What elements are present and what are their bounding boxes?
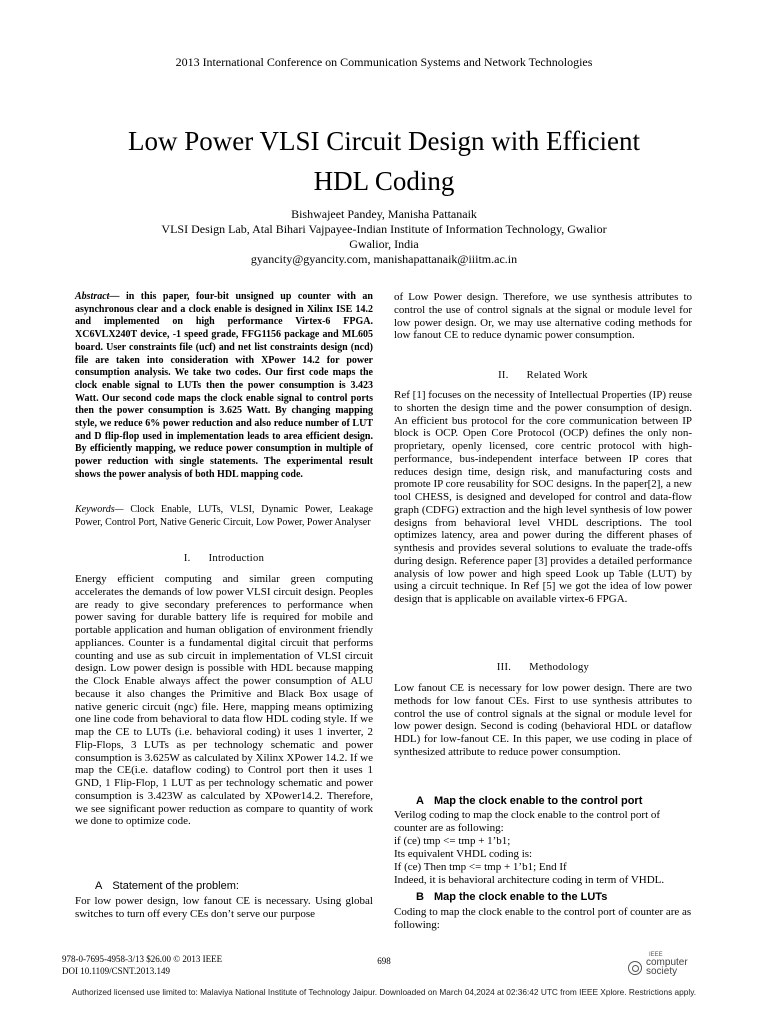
- logo-ieee-text: IEEE: [649, 952, 663, 958]
- logo-line-2: society: [646, 966, 678, 977]
- subsection-title: Statement of the problem:: [112, 880, 239, 892]
- section-title: Methodology: [529, 662, 590, 673]
- abstract: [75, 291, 373, 482]
- subsection-number: B: [416, 891, 424, 903]
- affiliation-line-1: VLSI Design Lab, Atal Bihari Vajpayee-Indian Institute of Information Technology, Gwalior: [161, 222, 607, 236]
- section-heading-methodology: [394, 662, 692, 673]
- keywords-label: Keywords—: [75, 504, 124, 515]
- page-number: 698: [377, 956, 391, 966]
- verilog-code-line: if (ce) tmp <= tmp + 1’b1;: [394, 835, 511, 847]
- related-work-text: Ref [1] focuses on the necessity of Intellectual Properties (IP) reuse to shorten the design time and the power consumption of design. An efficient bus protocol for the core communication between IP block is OCP. Open Core Protocol (OCP) defines the only non-proprietary, openly licensed, core centric protocol with high-performance, bus-independent interface between IP cores that reduces design time, design risk, and manufacturing costs and promote IP core reusability for SOC designs. In the paper[2], a new tool CHESS, is designed and developed for control and data-flow graph (CDFG) extraction and the high level synthesis of low power designs from behavioral level VHDL descriptions. The tool optimizes latency, area and power during the different phases of synthesis and provides several solutions to evaluate the trade-offs during design. Reference paper [3] provides a detailed performance analysis of low power and high speed Look up Table (LUT) by using a circuit technique. In Ref [5] we got the idea of low power design that is applicable on available virtex-6 FPGA.: [394, 389, 692, 605]
- abstract-text: in this paper, four-bit unsigned up counter with an asynchronous clear and a clock enable is designed in Xilinx ISE 14.2 and implemented on high performance Virtex-6 FPGA. XC6VLX240T device, -1 speed grade, FFG1156 package and ML605 board. User constraints file (ucf) and net list constraints design (ncd) file are taken into consideration with XPower 14.2 for power consumption analysis. We take two codes. Our first code maps the clock enable signal to LUTs then the power consumption is 3.423 Watt. Our second code maps the clock enable signal to control ports then the power consumption is 3.625 Watt. By changing mapping style, we reduce 6% power reduction and also reduce number of LUT and D flip-flop used in implementation leads to area efficient design. By efficiently mapping, we reduce power consumption in multiple of power reduction with single statements. The experimental result shows the power analysis of both HDL mapping code.: [75, 291, 373, 480]
- ieee-globe-icon: [628, 961, 642, 975]
- affiliation-line-2: Gwalior, India: [349, 237, 419, 251]
- subsection-title: Map the clock enable to the LUTs: [433, 891, 608, 903]
- introduction-text: Energy efficient computing and similar green computing accelerates the demands of low power VLSI circuit design. Peoples are ready to give secondary preferences to performance when power saving for durable battery life is required for mobile and portable application and human obligation of environment friendly appliances. Counter is a fundamental digital circuit that performs counting and use as sub circuit in implementation of VLSI circuit design. Low power design is possible with HDL because mapping the Clock Enable always affect the power consumption of ALU because it also changes the Primitive and Black Box usage of native generic circuit (ngc) file. Here, mapping means optimizing one line code from behavioral to data flow HDL coding style. If we map the CE to LUTs (i.e. behavioral coding) it uses 1 inverter, 2 Flip-Flops, 3 LUTs as per technology schematic and power consumption is 3.625W as calculated by Xilinx XPower 14.2. If we map the CE(i.e. dataflow coding) to Control port then it uses 1 GND, 1 Flip-Flop, 1 LUT as per technology schematic and power consumption is 3.423W as calculated by XPower14.2. Therefore, we see significant power reduction as compare to quantity of work we done to optimize code.: [75, 573, 373, 828]
- paper-title: [60, 121, 708, 201]
- section-heading-introduction: [75, 553, 373, 564]
- title-line-1: Low Power VLSI Circuit Design with Efficient: [128, 126, 640, 156]
- conference-header: 2013 International Conference on Communication Systems and Network Technologies: [175, 55, 593, 69]
- behavioral-note: Indeed, it is behavioral architecture coding in term of VHDL.: [394, 874, 665, 886]
- right-column-continuation: of Low Power design. Therefore, we use synthesis attributes to control the use of control signals at the signal or module level for low power design. Or, we may use alternative coding methods for low fanout CE to reduce dynamic power consumption.: [394, 291, 692, 342]
- footer-doi: DOI 10.1109/CSNT.2013.149: [62, 966, 170, 976]
- logo-line-1: computer: [646, 957, 688, 968]
- section-title: Related Work: [526, 370, 588, 381]
- luts-intro-text: Coding to map the clock enable to the control port of counter are as following:: [394, 906, 692, 931]
- keywords: [75, 504, 373, 529]
- author-block: [0, 207, 768, 267]
- subsection-heading-luts: [416, 891, 692, 903]
- subsection-heading-problem: [95, 880, 373, 892]
- subsection-number: A: [95, 880, 103, 892]
- control-port-block: [394, 809, 692, 887]
- control-port-intro: Verilog coding to map the clock enable to the control port of counter are as following:: [394, 809, 661, 834]
- author-names: Bishwajeet Pandey, Manisha Pattanaik: [291, 207, 477, 221]
- title-line-2: HDL Coding: [313, 166, 455, 196]
- section-number: II.: [498, 370, 509, 381]
- subsection-title: Map the clock enable to the control port: [433, 795, 643, 807]
- methodology-text: Low fanout CE is necessary for low power design. There are two methods for low fanout CEs. First to use synthesis attributes to control the use of control signals at the signal or module level for low power design. Second is coding (behavioral HDL or dataflow HDL) for low-fanout CE. In this paper, we use coding in place of synthesized attribute to reduce power consumption.: [394, 682, 692, 758]
- subsection-number: A: [416, 795, 424, 807]
- vhdl-intro: Its equivalent VHDL coding is:: [394, 848, 533, 860]
- author-emails: gyancity@gyancity.com, manishapattanaik@iiitm.ac.in: [250, 252, 518, 266]
- section-number: III.: [496, 662, 512, 673]
- problem-statement-text: For low power design, low fanout CE is necessary. Using global switches to turn off every CEs don’t serve our purpose: [75, 895, 373, 920]
- abstract-label: Abstract—: [75, 291, 120, 302]
- logo-society-text: [646, 958, 688, 976]
- section-number: I.: [183, 553, 191, 564]
- subsection-heading-control-port: [416, 795, 692, 807]
- keywords-text: Clock Enable, LUTs, VLSI, Dynamic Power, Leakage Power, Control Port, Native Generic Circuit, Low Power, Power Analyser: [75, 504, 373, 528]
- authorization-notice: Authorized licensed use limited to: Malaviya National Institute of Technology Jaipur. Downloaded on March 04,2024 at 02:36:42 UTC from IEEE Xplore. Restrictions apply.: [71, 987, 697, 997]
- section-heading-related-work: [394, 370, 692, 381]
- computer-society-logo: [628, 952, 708, 978]
- footer-isbn: 978-0-7695-4958-3/13 $26.00 © 2013 IEEE: [62, 954, 223, 964]
- section-title: Introduction: [208, 553, 265, 564]
- vhdl-code-line: If (ce) Then tmp <= tmp + 1’b1; End If: [394, 861, 567, 873]
